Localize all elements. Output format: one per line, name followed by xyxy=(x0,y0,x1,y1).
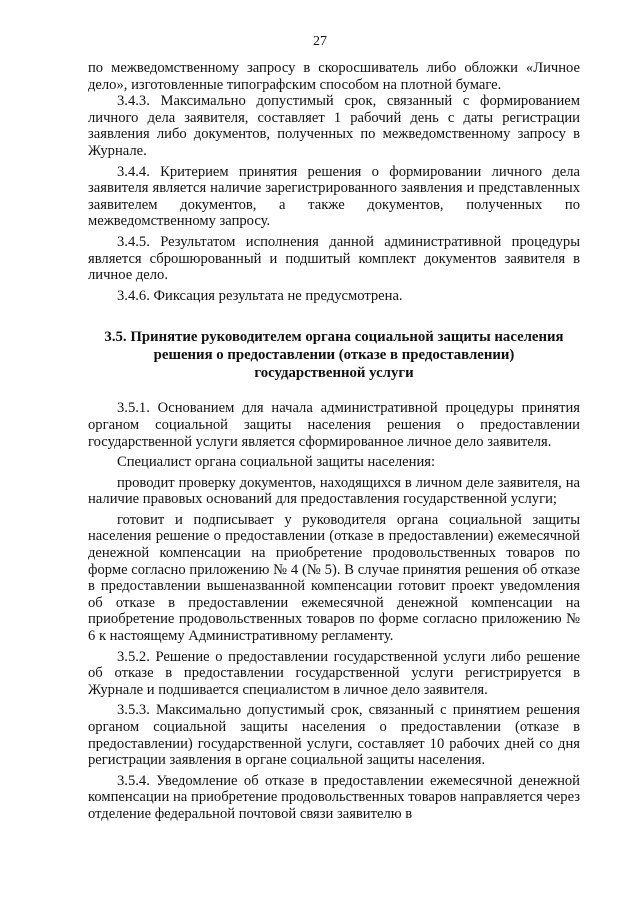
paragraph-3-5-4: 3.5.4. Уведомление об отказе в предоставлении ежемесячной денежной компенсации на приобретение продовольственных товаров направляется через отделение федеральной почтовой связи заявителю в xyxy=(88,772,580,822)
section-heading-3-5: 3.5. Принятие руководителем органа социальной защиты населения решения о предоставлении (отказе в предоставлении) государственной услуги xyxy=(104,329,564,382)
paragraph-specialist-intro: Специалист органа социальной защиты населения: xyxy=(117,454,436,471)
paragraph-prepare-decision: готовит и подписывает у руководителя органа социальной защиты населения решение о предоставлении (отказе в предоставлении) ежемесячной денежной компенсации на приобретение продовольственных товаров по форме согласно приложению № 4 (№ 5). В случае принятия решения об отказе в предоставлении вышеназванной компенсации готовит проект уведомления об отказе в предоставлении ежемесячной денежной компенсации на приобретение продовольственных товаров по форме согласно приложению № 6 к настоящему Административному регламенту. xyxy=(88,511,580,645)
paragraph-continuation: по межведомственному запросу в скоросшиватель либо обложки «Личное дело», изготовленные типографским способом на плотной бумаге. xyxy=(88,60,580,93)
paragraph-3-4-6: 3.4.6. Фиксация результата не предусмотрена. xyxy=(117,287,403,304)
paragraph-3-5-3: 3.5.3. Максимально допустимый срок, связанный с принятием решения органом социальной защиты населения о предоставлении (отказе в предоставлении) государственной услуги, составляет 10 рабочих дней со дня регистрации заявления в органе социальной защиты населения. xyxy=(88,702,580,769)
paragraph-3-4-3: 3.4.3. Максимально допустимый срок, связанный с формированием личного дела заявителя, составляет 1 рабочий день с даты регистрации заявления либо документов, полученных по межведомственному запросу в Журнале. xyxy=(88,93,580,159)
paragraph-3-4-5: 3.4.5. Результатом исполнения данной административной процедуры является сброшюрованный и подшитый комплект документов заявителя в личное дело. xyxy=(88,233,580,284)
paragraph-3-5-2: 3.5.2. Решение о предоставлении государственной услуги либо решение об отказе в предоставлении государственной услуги регистрируется в Журнале и подшивается специалистом в личное дело заявителя. xyxy=(88,648,580,698)
paragraph-check-documents: проводит проверку документов, находящихся в личном деле заявителя, на наличие правовых оснований для предоставления государственной услуги; xyxy=(88,474,580,508)
paragraph-3-5-1: 3.5.1. Основанием для начала административной процедуры принятия органом социальной защиты населения решения о предоставлении государственной услуги является сформированное личное дело заявителя. xyxy=(88,400,580,450)
page-number: 27 xyxy=(313,34,327,49)
document-body xyxy=(88,60,580,823)
paragraph-3-4-4: 3.4.4. Критерием принятия решения о формировании личного дела заявителя является наличие зарегистрированного заявления и представленных заявителем документов, а также документов, полученных по межведомственному запросу. xyxy=(88,163,580,230)
